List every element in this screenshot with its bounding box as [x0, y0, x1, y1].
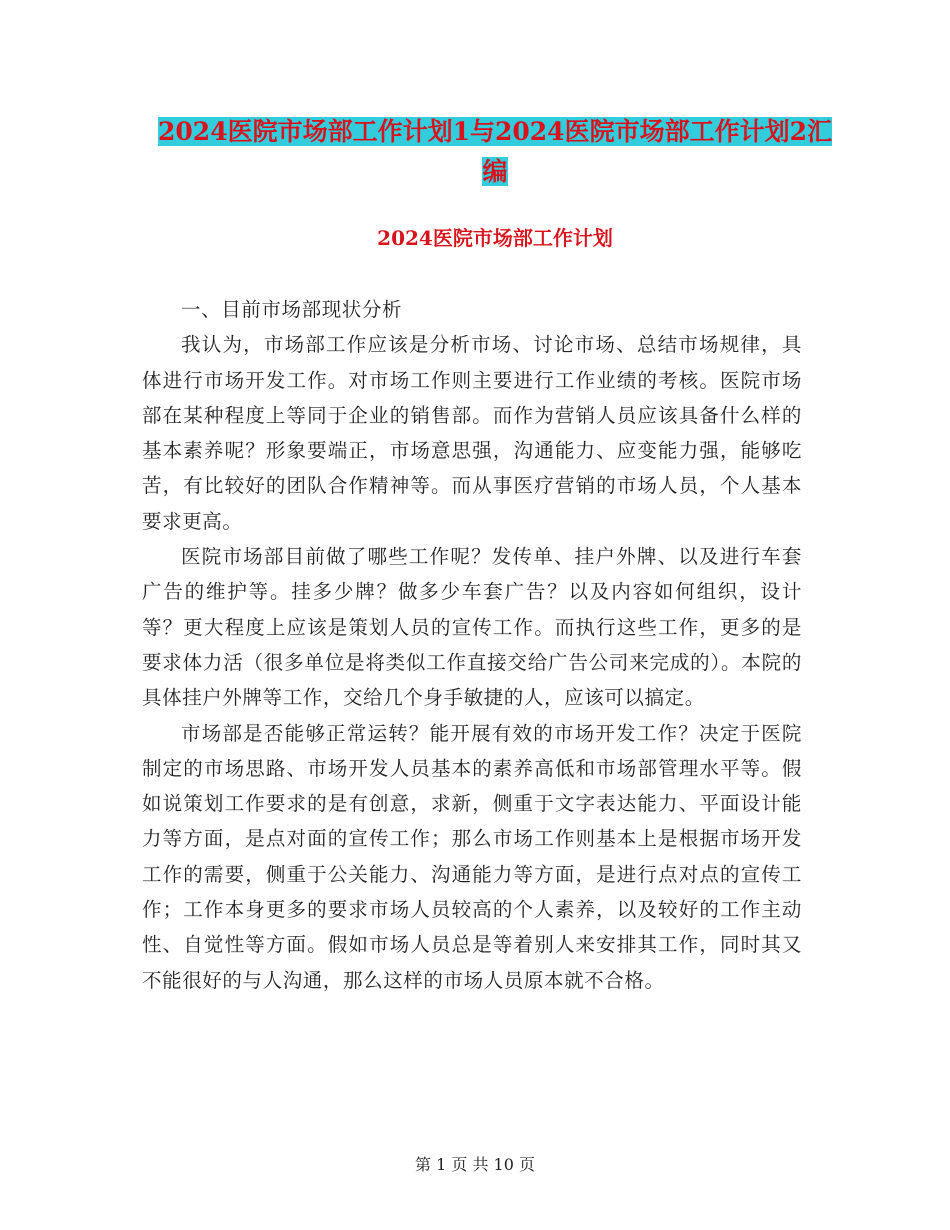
page-footer: 第 1 页 共 10 页	[415, 1155, 535, 1174]
section-heading: 一、目前市场部现状分析	[181, 298, 403, 321]
body-paragraph: 市场部是否能够正常运转？能开展有效的市场开发工作？决定于医院制定的市场思路、市场开发人员基本的素养高低和市场部管理水平等。假如说策划工作要求的是有创意，求新，侧重于文字表达能力、平面设计能力等方面，是点对面的宣传工作；那么市场工作则基本上是根据市场开发工作的需要，侧重于公关能力、沟通能力等方面，是进行点对点的宣传工作；工作本身更多的要求市场人员较高的个人素养，以及较好的工作主动性、自觉性等方面。假如市场人员总是等着别人来安排其工作，同时其又不能很好的与人沟通，那么这样的市场人员原本就不合格。	[142, 721, 802, 992]
document-title	[150, 112, 840, 192]
body-paragraph: 我认为，市场部工作应该是分析市场、讨论市场、总结市场规律，具体进行市场开发工作。对市场工作则主要进行工作业绩的考核。医院市场部在某种程度上等同于企业的销售部。而作为营销人员应该具备什么样的基本素养呢？形象要端正，市场意思强，沟通能力、应变能力强，能够吃苦，有比较好的团队合作精神等。而从事医疗营销的市场人员，个人基本要求更高。	[142, 333, 802, 533]
document-body	[142, 292, 802, 998]
document-title-text: 2024医院市场部工作计划1与2024医院市场部工作计划2汇编	[158, 117, 832, 186]
body-paragraph: 医院市场部目前做了哪些工作呢？发传单、挂户外牌、以及进行车套广告的维护等。挂多少牌？做多少车套广告？以及内容如何组织，设计等？更大程度上应该是策划人员的宣传工作。而执行这些工作，更多的是要求体力活（很多单位是将类似工作直接交给广告公司来完成的）。本院的具体挂户外牌等工作，交给几个身手敏捷的人，应该可以搞定。	[142, 545, 802, 710]
section-title: 2024医院市场部工作计划	[377, 226, 613, 250]
